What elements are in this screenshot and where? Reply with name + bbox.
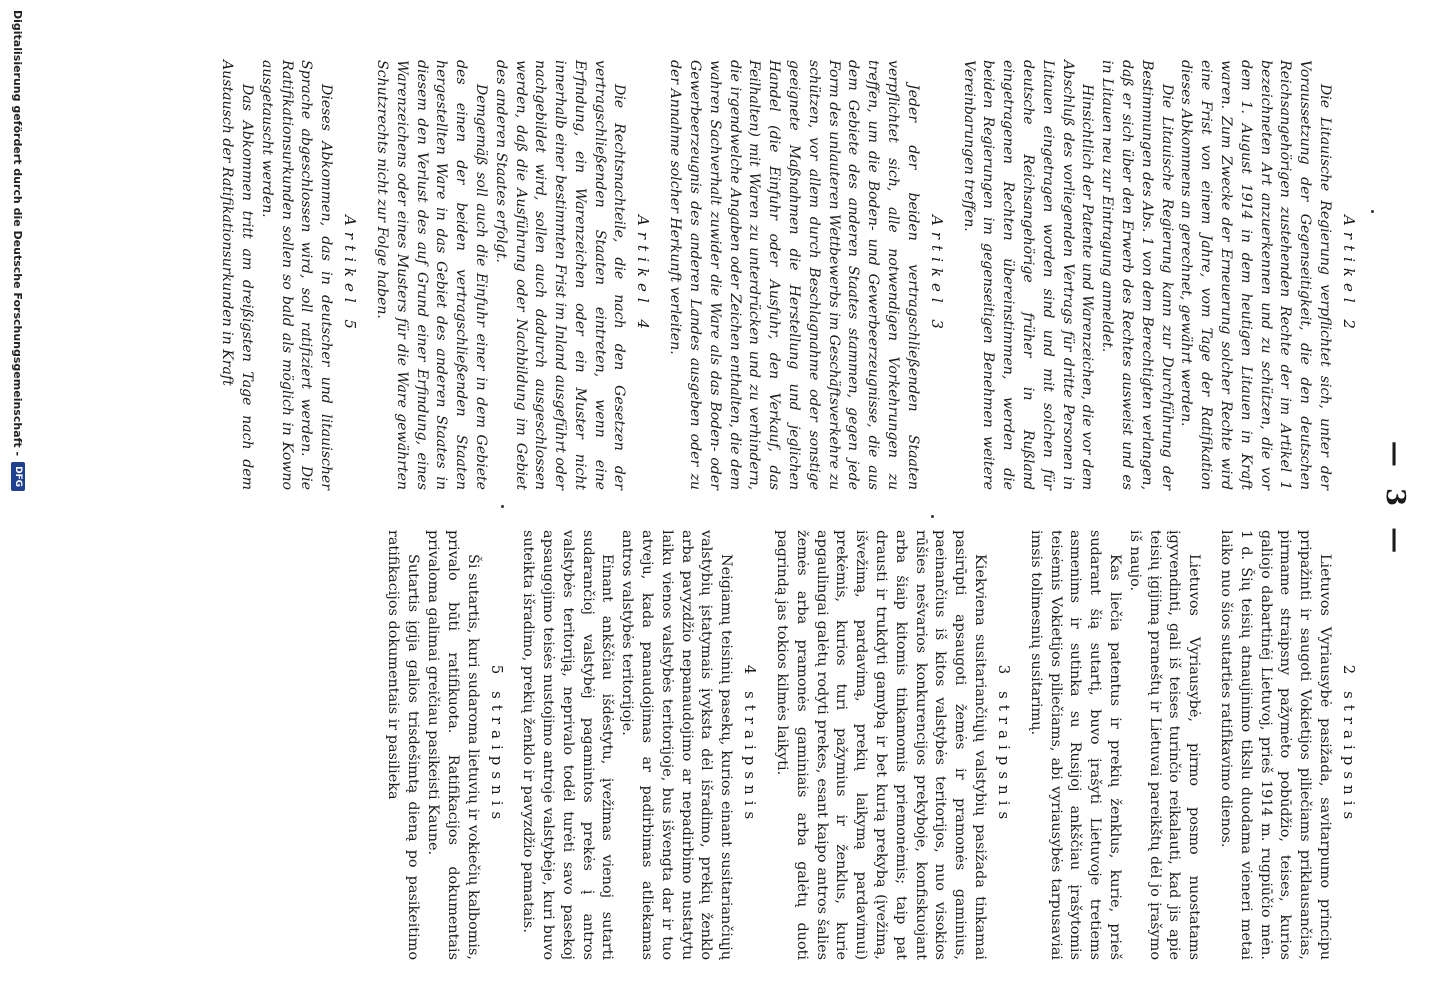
article-paragraph: Kas liečia patentus ir prekių ženklus, kurie, prieš sudarant šią sutartį, buvo įrašyti Lietuvoje tretiems asmenims ir sutinka su Rusijoj ankščiau įrašytomis teisėmis Vokietijos piliečiams, abi vyriausybės tarpusaviai imsis tolimesnių susitarimų.	[1027, 530, 1124, 960]
article-lt-4	[518, 530, 760, 960]
article-paragraph: Das Abkommen tritt am dreißigsten Tage nach dem Austausch der Ratifikationsurkunden in Kraft	[219, 60, 255, 490]
article-lt-2	[1215, 530, 1358, 960]
article-lt-5	[383, 530, 506, 960]
article-paragraph: Jeder der beiden vertragschließenden Staaten verpflichtet sich, alle notwendigen Vorkehrungen zu treffen, um die Boden- und Gewerbeerzeugnisse, die aus dem Gebiete des anderen Staates stammen, gegen jede Form des unlauteren Wettbewerbs im Geschäftsverkehre zu schützen, vor allem durch Beschlagnahme oder sonstige geeignete Maßnahmen die Herstellung und jeglichen Handel (die Einfuhr oder Ausfuhr, den Verkauf, das Feilhalten) mit Waren zu unterdrücken und zu verhindern, die irgendwelche Angaben oder Zeichen enthalten, die dem wahren Sachverhalt zuwider die Ware als das Boden- oder Gewerbeerzeugnis des anderen Landes ausgeben oder zu der Annahme solcher Herkunft verleiten.	[667, 60, 921, 490]
page-number: — 3 —	[1380, 440, 1410, 560]
article-paragraph: Demgemäß soll auch die Einfuhr einer in dem Gebiete des einen der beiden vertragschließenden Staaten hergestellten Ware in das Gebiet des anderen Staates in diesem den Verlust des auf Grund einer Erfindung, eines Warenzeichens oder eines Musters für die Ware gewährten Schutzrechts nicht zur Folge haben.	[373, 60, 489, 490]
article-heading: Artikel 4	[634, 215, 653, 335]
article-paragraph: Neigiamų teisinių pasekų, kurios einant susitariančiųjų valstybių įstatymais įvyksta dėl išradimo, prekių ženklo arba pavyzdžio nepanaudojimo ar nepadirbimo nustatytu laiku vienos valstybės teritorijoje, bus išvengta dar ir tuo atveju, kada panaudojimas ar padirbimas atliekamas antros valstybės teritorijoje.	[619, 530, 735, 960]
credit-text: Digitalisierung gefördert durch die Deutsche Forschungsgemeinschaft -	[11, 10, 25, 457]
article-heading: Artikel 2	[1340, 215, 1358, 335]
article-de-5	[216, 60, 359, 490]
scan-speck	[931, 515, 934, 518]
digitization-credit	[6, 10, 30, 990]
article-paragraph: Kiekviena susitariančiųjų valstybių pasižada tinkamai pasirūpti apsaugoti žemės ir pramonės gaminius, paeinančius iš kitos valstybės teritorijos, nuo visokios rūšies nešvarios konkurencijos prekyboje, konfiskuojant arba šiaip kitomis tinkamomis priemonėmis; taip pat drausti ir trukdyti gamybą ir bet kurią prekybą (įvežimą, išvežimą, pardavimą, prekių laikymą pardavimui) prekėmis, kurios turi pažymius ir ženklus, kurie apgaulingai galėtų rodyti prekes, esant kaipo antros šalies žemės arba pramonės gaminiais arba galėtų duoti pagrindą jas tokios kilmės laikyti.	[774, 530, 989, 960]
article-de-2	[958, 60, 1358, 490]
article-heading: Artikel 3	[927, 215, 946, 335]
scan-speck	[1371, 210, 1374, 213]
article-paragraph: Hinsichtlich der Patente und Warenzeichen, die vor dem Abschluß des vorliegenden Vertrags für dritte Personen in Litauen eingetragen worden sind und mit solchen für deutsche Reichsangehörige früher in Rußland eingetragenen Rechten übereinstimmen, werden die beiden Regierungen im gegenseitigen Benehmen weitere Vereinbarungen treffen.	[960, 60, 1096, 490]
article-paragraph: Die Litauische Regierung kann zur Durchführung der Bestimmungen des Abs. 1 von dem Berechtigten verlangen, daß er sich über den Erwerb des Rechtes ausweist und es in Litauen neu zur Eintragung anmeldet.	[1099, 60, 1175, 490]
article-paragraph: Sutartis įgija galios trisdešimtą dieną po pasikeitimo ratifikacijos dokumentais ir pasilieka	[385, 530, 422, 960]
article-paragraph: Ši sutartis, kuri sudaroma lietuvių ir vokiečių kalbomis, privalo būti ratifikuota. Ratifikacijos dokumentais privaloma galimai greičiau pasikeisti Kaune.	[424, 530, 481, 960]
article-heading: 3 straipsnis	[995, 664, 1014, 826]
article-paragraph: Einant ankščiau išdėstytu, įvežimas vienoj sutarti sudarančioj valstybėj pagamintos prekės į antros valstybės teritoriją, neprivalo todėl turėti savo pasekoj apsaugojimo teisės nustojimo antroje valstybėje, kuri buvo suteikta išradimo, prekių ženklo ir pavyzdžio pamatais.	[520, 530, 616, 960]
article-heading: 4 straipsnis	[741, 664, 760, 826]
article-lt-2-cont	[1025, 530, 1203, 960]
german-column	[204, 60, 1364, 490]
dfg-logo-icon: DFG	[11, 462, 25, 491]
scan-speck	[501, 505, 504, 508]
article-paragraph: Lietuvos Vyriausybė, pirmo posmo nuostatams įgyvendinti, gali iš teises turinčio reikalauti, kad jis apie teisių įgijimą praneštų ir Lietuvai pareikštų dėl jo įrašymo iš naujo.	[1126, 530, 1203, 960]
article-paragraph: Lietuvos Vyriausybė pasižada, savitarpumo principu pripažinti ir saugoti Vokietijos piliečiams priklausančias, pirmame straipsny pažymėto pobūdžio, teises, kurios galiojo dabartinėj Lietuvoj, prieš 1914 m. rugpiūčio mėn. 1 d. Šių teisių atnaujinimo tikslu duodama vieneri metai laiko nuo šios sutarties ratifikavimo dienos.	[1218, 530, 1333, 960]
article-lt-3	[771, 530, 1013, 960]
article-paragraph: Dieses Abkommen, das in deutscher und litauischer Sprache abgeschlossen wird, soll ratifiziert werden. Die Ratifikationsurkunden sollen so bald als möglich in Kowno ausgetauscht werden.	[258, 60, 335, 490]
article-de-3	[665, 60, 946, 490]
lithuanian-column	[371, 530, 1364, 960]
article-heading: Artikel 5	[341, 215, 360, 335]
article-heading: 5 straipsnis	[487, 664, 506, 826]
article-heading: 2 straipsnis	[1340, 664, 1358, 826]
article-de-4	[371, 60, 652, 490]
article-paragraph: Die Rechtsnachteile, die nach den Gesetzen der vertragschließenden Staaten eintreten, wenn eine Erfindung, ein Warenzeichen oder ein Muster nicht innerhalb einer bestimmten Frist im Inland ausgeführt oder nachgebildet wird, sollen auch dadurch ausgeschlossen werden, daß die Ausführung oder Nachbildung im Gebiet des anderen Staates erfolgt.	[492, 60, 628, 490]
article-paragraph: Die Litauische Regierung verpflichtet sich, unter der Voraussetzung der Gegenseitigkeit, die den deutschen Reichsangehörigen zustehenden Rechte der im Artikel 1 bezeichneten Art anzuerkennen und zu schützen, die vor dem 1. August 1914 in dem heutigen Litauen in Kraft waren. Zum Zwecke der Erneuerung solcher Rechte wird eine Frist von einem Jahre, vom Tage der Ratifikation dieses Abkommens an gerechnet, gewährt werden.	[1178, 60, 1333, 490]
